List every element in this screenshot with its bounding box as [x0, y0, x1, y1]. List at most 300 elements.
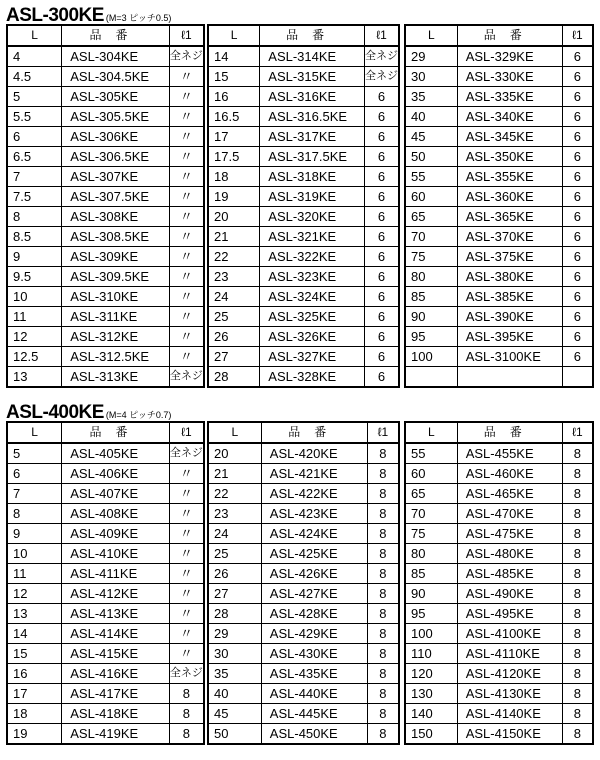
table-row [7, 67, 204, 87]
part-number-cell: ASL-309KE [62, 247, 170, 267]
table-row [405, 544, 593, 564]
part-number-cell: ASL-326KE [260, 327, 365, 347]
length-cell: 130 [405, 684, 457, 704]
length-cell: 65 [405, 207, 457, 227]
length-cell: 27 [208, 584, 261, 604]
part-number-cell: ASL-430KE [261, 644, 367, 664]
table-row [7, 147, 204, 167]
length-cell: 12.5 [7, 347, 62, 367]
thread-length-cell: 6 [364, 247, 399, 267]
series-spec: (M=4 ピッチ0.7) [105, 410, 172, 420]
part-number-cell: ASL-335KE [457, 87, 562, 107]
part-number-cell: ASL-418KE [62, 704, 170, 724]
table-row [208, 46, 399, 67]
table-row [7, 327, 204, 347]
length-cell: 14 [208, 46, 260, 67]
thread-length-cell: 8 [367, 564, 399, 584]
table-row [405, 207, 593, 227]
part-number-cell: ASL-370KE [457, 227, 562, 247]
thread-length-cell: 8 [367, 544, 399, 564]
table-row [405, 167, 593, 187]
table-row [208, 544, 399, 564]
table-row [208, 504, 399, 524]
table-row [405, 267, 593, 287]
length-cell: 21 [208, 227, 260, 247]
thread-length-cell: 6 [364, 147, 399, 167]
thread-length-cell: 〃 [169, 327, 204, 347]
header-thread-length: ℓ1 [169, 25, 204, 46]
length-cell: 17.5 [208, 147, 260, 167]
length-cell: 26 [208, 564, 261, 584]
length-cell: 50 [405, 147, 457, 167]
part-number-cell: ASL-435KE [261, 664, 367, 684]
header-part-number: 品番 [62, 25, 170, 46]
length-cell: 12 [7, 584, 62, 604]
table-row [7, 443, 204, 464]
length-cell [405, 367, 457, 388]
part-number-cell: ASL-322KE [260, 247, 365, 267]
length-cell: 90 [405, 307, 457, 327]
thread-length-cell: 8 [562, 704, 593, 724]
length-cell: 26 [208, 327, 260, 347]
length-cell: 30 [405, 67, 457, 87]
part-number-cell: ASL-340KE [457, 107, 562, 127]
table-header-row [405, 422, 593, 443]
length-cell: 100 [405, 347, 457, 367]
length-cell: 8.5 [7, 227, 62, 247]
part-number-cell: ASL-314KE [260, 46, 365, 67]
thread-length-cell: 8 [169, 684, 204, 704]
part-number-cell: ASL-4120KE [457, 664, 562, 684]
part-number-cell: ASL-324KE [260, 287, 365, 307]
part-number-cell: ASL-440KE [261, 684, 367, 704]
part-number-cell: ASL-419KE [62, 724, 170, 745]
part-number-cell: ASL-4110KE [457, 644, 562, 664]
length-cell: 75 [405, 247, 457, 267]
length-cell: 16 [7, 664, 62, 684]
length-cell: 80 [405, 544, 457, 564]
table-header-row [405, 25, 593, 46]
length-cell: 12 [7, 327, 62, 347]
thread-length-cell: 〃 [169, 187, 204, 207]
part-number-cell: ASL-390KE [457, 307, 562, 327]
part-number-cell: ASL-305KE [62, 87, 170, 107]
part-number-cell: ASL-317.5KE [260, 147, 365, 167]
part-number-cell: ASL-490KE [457, 584, 562, 604]
thread-length-cell: 〃 [169, 524, 204, 544]
part-number-cell: ASL-350KE [457, 147, 562, 167]
length-cell: 6.5 [7, 147, 62, 167]
length-cell: 4 [7, 46, 62, 67]
thread-length-cell: 8 [562, 664, 593, 684]
thread-length-cell: 8 [562, 584, 593, 604]
header-length: L [208, 422, 261, 443]
table-row [208, 624, 399, 644]
header-part-number: 品番 [261, 422, 367, 443]
thread-length-cell: 6 [562, 46, 593, 67]
thread-length-cell: 6 [562, 67, 593, 87]
thread-length-cell: 8 [562, 724, 593, 745]
table-row [405, 247, 593, 267]
part-table [404, 24, 594, 388]
part-number-cell: ASL-327KE [260, 347, 365, 367]
part-number-cell: ASL-406KE [62, 464, 170, 484]
length-cell: 60 [405, 464, 457, 484]
part-number-cell: ASL-304KE [62, 46, 170, 67]
series-spec: (M=3 ピッチ0.5) [105, 13, 172, 23]
table-row [405, 227, 593, 247]
length-cell: 7 [7, 167, 62, 187]
length-cell: 28 [208, 604, 261, 624]
header-thread-length: ℓ1 [169, 422, 204, 443]
thread-length-cell: 6 [364, 367, 399, 388]
table-row [7, 207, 204, 227]
part-number-cell: ASL-325KE [260, 307, 365, 327]
length-cell: 10 [7, 287, 62, 307]
thread-length-cell: 全ネジ [364, 46, 399, 67]
length-cell: 90 [405, 584, 457, 604]
thread-length-cell: 〃 [169, 67, 204, 87]
part-number-cell: ASL-412KE [62, 584, 170, 604]
table-row [7, 247, 204, 267]
length-cell: 85 [405, 287, 457, 307]
table-row [405, 464, 593, 484]
table-row [208, 127, 399, 147]
part-number-cell: ASL-421KE [261, 464, 367, 484]
table-row [405, 347, 593, 367]
length-cell: 14 [7, 624, 62, 644]
thread-length-cell: 6 [562, 227, 593, 247]
length-cell: 5 [7, 87, 62, 107]
part-number-cell: ASL-460KE [457, 464, 562, 484]
length-cell: 13 [7, 604, 62, 624]
thread-length-cell: 8 [169, 704, 204, 724]
thread-length-cell: 6 [562, 347, 593, 367]
table-row [405, 684, 593, 704]
table-row [208, 484, 399, 504]
thread-length-cell: 8 [367, 724, 399, 745]
table-row [7, 724, 204, 745]
length-cell: 29 [405, 46, 457, 67]
thread-length-cell: 6 [364, 327, 399, 347]
table-header-row [7, 25, 204, 46]
length-cell: 13 [7, 367, 62, 388]
part-number-cell: ASL-308KE [62, 207, 170, 227]
table-row [405, 724, 593, 745]
table-row [7, 267, 204, 287]
table-row [405, 504, 593, 524]
length-cell: 100 [405, 624, 457, 644]
table-row [208, 464, 399, 484]
thread-length-cell: 6 [364, 207, 399, 227]
table-row [208, 247, 399, 267]
table-row [405, 187, 593, 207]
part-number-cell: ASL-319KE [260, 187, 365, 207]
part-number-cell: ASL-310KE [62, 287, 170, 307]
length-cell: 8 [7, 504, 62, 524]
thread-length-cell: 6 [364, 187, 399, 207]
header-part-number: 品番 [457, 25, 562, 46]
part-number-cell: ASL-415KE [62, 644, 170, 664]
thread-length-cell: 8 [367, 604, 399, 624]
header-part-number: 品番 [62, 422, 170, 443]
table-row [7, 624, 204, 644]
table-row [7, 584, 204, 604]
part-number-cell: ASL-375KE [457, 247, 562, 267]
thread-length-cell: 8 [367, 624, 399, 644]
part-number-cell [457, 367, 562, 388]
thread-length-cell: 6 [364, 87, 399, 107]
table-row [7, 544, 204, 564]
thread-length-cell: 全ネジ [169, 46, 204, 67]
part-number-cell: ASL-414KE [62, 624, 170, 644]
table-row [208, 644, 399, 664]
table-row [7, 227, 204, 247]
part-table [6, 24, 205, 388]
thread-length-cell: 8 [367, 664, 399, 684]
table-row [7, 504, 204, 524]
length-cell: 15 [7, 644, 62, 664]
table-row [208, 684, 399, 704]
part-number-cell: ASL-385KE [457, 287, 562, 307]
table-row [208, 207, 399, 227]
table-row [208, 87, 399, 107]
length-cell: 120 [405, 664, 457, 684]
part-number-cell: ASL-427KE [261, 584, 367, 604]
length-cell: 17 [208, 127, 260, 147]
header-thread-length: ℓ1 [364, 25, 399, 46]
thread-length-cell: 6 [562, 267, 593, 287]
part-number-cell: ASL-450KE [261, 724, 367, 745]
part-number-cell: ASL-360KE [457, 187, 562, 207]
thread-length-cell: 8 [562, 464, 593, 484]
thread-length-cell: 〃 [169, 87, 204, 107]
length-cell: 19 [7, 724, 62, 745]
table-row [405, 704, 593, 724]
thread-length-cell: 6 [364, 267, 399, 287]
thread-length-cell: 8 [562, 443, 593, 464]
header-part-number: 品番 [457, 422, 562, 443]
header-length: L [405, 25, 457, 46]
part-table [6, 421, 205, 745]
length-cell: 28 [208, 367, 260, 388]
thread-length-cell: 6 [364, 347, 399, 367]
table-row [405, 307, 593, 327]
table-row [7, 347, 204, 367]
thread-length-cell: 8 [367, 504, 399, 524]
length-cell: 85 [405, 564, 457, 584]
table-row [208, 67, 399, 87]
table-row [208, 167, 399, 187]
length-cell: 17 [7, 684, 62, 704]
table-row [208, 347, 399, 367]
part-number-cell: ASL-308.5KE [62, 227, 170, 247]
table-row [405, 484, 593, 504]
thread-length-cell: 6 [562, 307, 593, 327]
table-row [208, 664, 399, 684]
length-cell: 35 [405, 87, 457, 107]
part-number-cell: ASL-380KE [457, 267, 562, 287]
table-row [208, 327, 399, 347]
thread-length-cell: 8 [367, 484, 399, 504]
thread-length-cell: 〃 [169, 207, 204, 227]
header-length: L [7, 25, 62, 46]
length-cell: 16.5 [208, 107, 260, 127]
part-number-cell: ASL-306KE [62, 127, 170, 147]
part-number-cell: ASL-411KE [62, 564, 170, 584]
table-row [7, 524, 204, 544]
part-table [404, 421, 594, 745]
length-cell: 55 [405, 443, 457, 464]
part-number-cell: ASL-328KE [260, 367, 365, 388]
table-row [7, 704, 204, 724]
table-row [208, 443, 399, 464]
thread-length-cell: 全ネジ [169, 443, 204, 464]
part-number-cell: ASL-470KE [457, 504, 562, 524]
part-number-cell: ASL-355KE [457, 167, 562, 187]
series-name: ASL-400KE [6, 402, 104, 423]
thread-length-cell: 〃 [169, 544, 204, 564]
part-number-cell: ASL-410KE [62, 544, 170, 564]
part-number-cell: ASL-425KE [261, 544, 367, 564]
thread-length-cell: 6 [364, 227, 399, 247]
table-row [208, 227, 399, 247]
thread-length-cell: 8 [562, 604, 593, 624]
length-cell: 95 [405, 327, 457, 347]
table-row [7, 684, 204, 704]
length-cell: 65 [405, 484, 457, 504]
thread-length-cell: 〃 [169, 604, 204, 624]
table-row [405, 367, 593, 388]
thread-length-cell: 6 [364, 167, 399, 187]
thread-length-cell: 6 [562, 247, 593, 267]
thread-length-cell: 8 [562, 544, 593, 564]
length-cell: 5.5 [7, 107, 62, 127]
part-number-cell: ASL-423KE [261, 504, 367, 524]
length-cell: 9.5 [7, 267, 62, 287]
part-number-cell: ASL-329KE [457, 46, 562, 67]
table-row [405, 87, 593, 107]
thread-length-cell: 6 [562, 287, 593, 307]
part-number-cell: ASL-420KE [261, 443, 367, 464]
part-number-cell: ASL-304.5KE [62, 67, 170, 87]
part-number-cell: ASL-455KE [457, 443, 562, 464]
table-row [405, 287, 593, 307]
length-cell: 20 [208, 207, 260, 227]
length-cell: 50 [208, 724, 261, 745]
table-row [405, 327, 593, 347]
part-number-cell: ASL-305.5KE [62, 107, 170, 127]
length-cell: 55 [405, 167, 457, 187]
length-cell: 9 [7, 524, 62, 544]
length-cell: 75 [405, 524, 457, 544]
length-cell: 29 [208, 624, 261, 644]
part-table [207, 421, 400, 745]
thread-length-cell: 〃 [169, 247, 204, 267]
thread-length-cell: 8 [367, 464, 399, 484]
part-number-cell: ASL-318KE [260, 167, 365, 187]
length-cell: 27 [208, 347, 260, 367]
thread-length-cell: 8 [562, 684, 593, 704]
length-cell: 25 [208, 544, 261, 564]
table-row [208, 604, 399, 624]
part-number-cell: ASL-320KE [260, 207, 365, 227]
table-row [7, 46, 204, 67]
length-cell: 15 [208, 67, 260, 87]
part-number-cell: ASL-309.5KE [62, 267, 170, 287]
part-number-cell: ASL-3100KE [457, 347, 562, 367]
table-row [208, 267, 399, 287]
thread-length-cell: 8 [367, 684, 399, 704]
thread-length-cell: 〃 [169, 307, 204, 327]
table-row [7, 87, 204, 107]
part-number-cell: ASL-317KE [260, 127, 365, 147]
part-number-cell: ASL-495KE [457, 604, 562, 624]
part-number-cell: ASL-428KE [261, 604, 367, 624]
part-number-cell: ASL-416KE [62, 664, 170, 684]
thread-length-cell: 〃 [169, 107, 204, 127]
table-row [405, 107, 593, 127]
part-number-cell: ASL-480KE [457, 544, 562, 564]
table-row [7, 564, 204, 584]
part-number-cell: ASL-321KE [260, 227, 365, 247]
part-number-cell: ASL-315KE [260, 67, 365, 87]
table-row [405, 604, 593, 624]
length-cell: 20 [208, 443, 261, 464]
table-row [208, 107, 399, 127]
length-cell: 7.5 [7, 187, 62, 207]
table-row [7, 604, 204, 624]
thread-length-cell: 8 [367, 584, 399, 604]
length-cell: 40 [208, 684, 261, 704]
thread-length-cell: 〃 [169, 564, 204, 584]
part-number-cell: ASL-345KE [457, 127, 562, 147]
thread-length-cell: 6 [364, 307, 399, 327]
table-row [208, 367, 399, 388]
header-thread-length: ℓ1 [367, 422, 399, 443]
thread-length-cell: 〃 [169, 484, 204, 504]
part-number-cell: ASL-312.5KE [62, 347, 170, 367]
table-row [405, 624, 593, 644]
length-cell: 23 [208, 267, 260, 287]
thread-length-cell: 〃 [169, 644, 204, 664]
thread-length-cell: 8 [367, 704, 399, 724]
thread-length-cell: 8 [562, 524, 593, 544]
table-row [7, 664, 204, 684]
table-header-row [208, 422, 399, 443]
thread-length-cell: 〃 [169, 584, 204, 604]
part-number-cell: ASL-426KE [261, 564, 367, 584]
length-cell: 40 [405, 107, 457, 127]
table-row [7, 107, 204, 127]
length-cell: 45 [208, 704, 261, 724]
part-table [207, 24, 400, 388]
length-cell: 21 [208, 464, 261, 484]
table-row [405, 564, 593, 584]
part-number-cell: ASL-422KE [261, 484, 367, 504]
thread-length-cell: 〃 [169, 227, 204, 247]
part-number-cell: ASL-407KE [62, 484, 170, 504]
thread-length-cell: 〃 [169, 167, 204, 187]
length-cell: 95 [405, 604, 457, 624]
part-number-cell: ASL-365KE [457, 207, 562, 227]
thread-length-cell: 8 [562, 564, 593, 584]
part-number-cell: ASL-485KE [457, 564, 562, 584]
length-cell: 30 [208, 644, 261, 664]
length-cell: 4.5 [7, 67, 62, 87]
table-row [208, 524, 399, 544]
length-cell: 24 [208, 524, 261, 544]
